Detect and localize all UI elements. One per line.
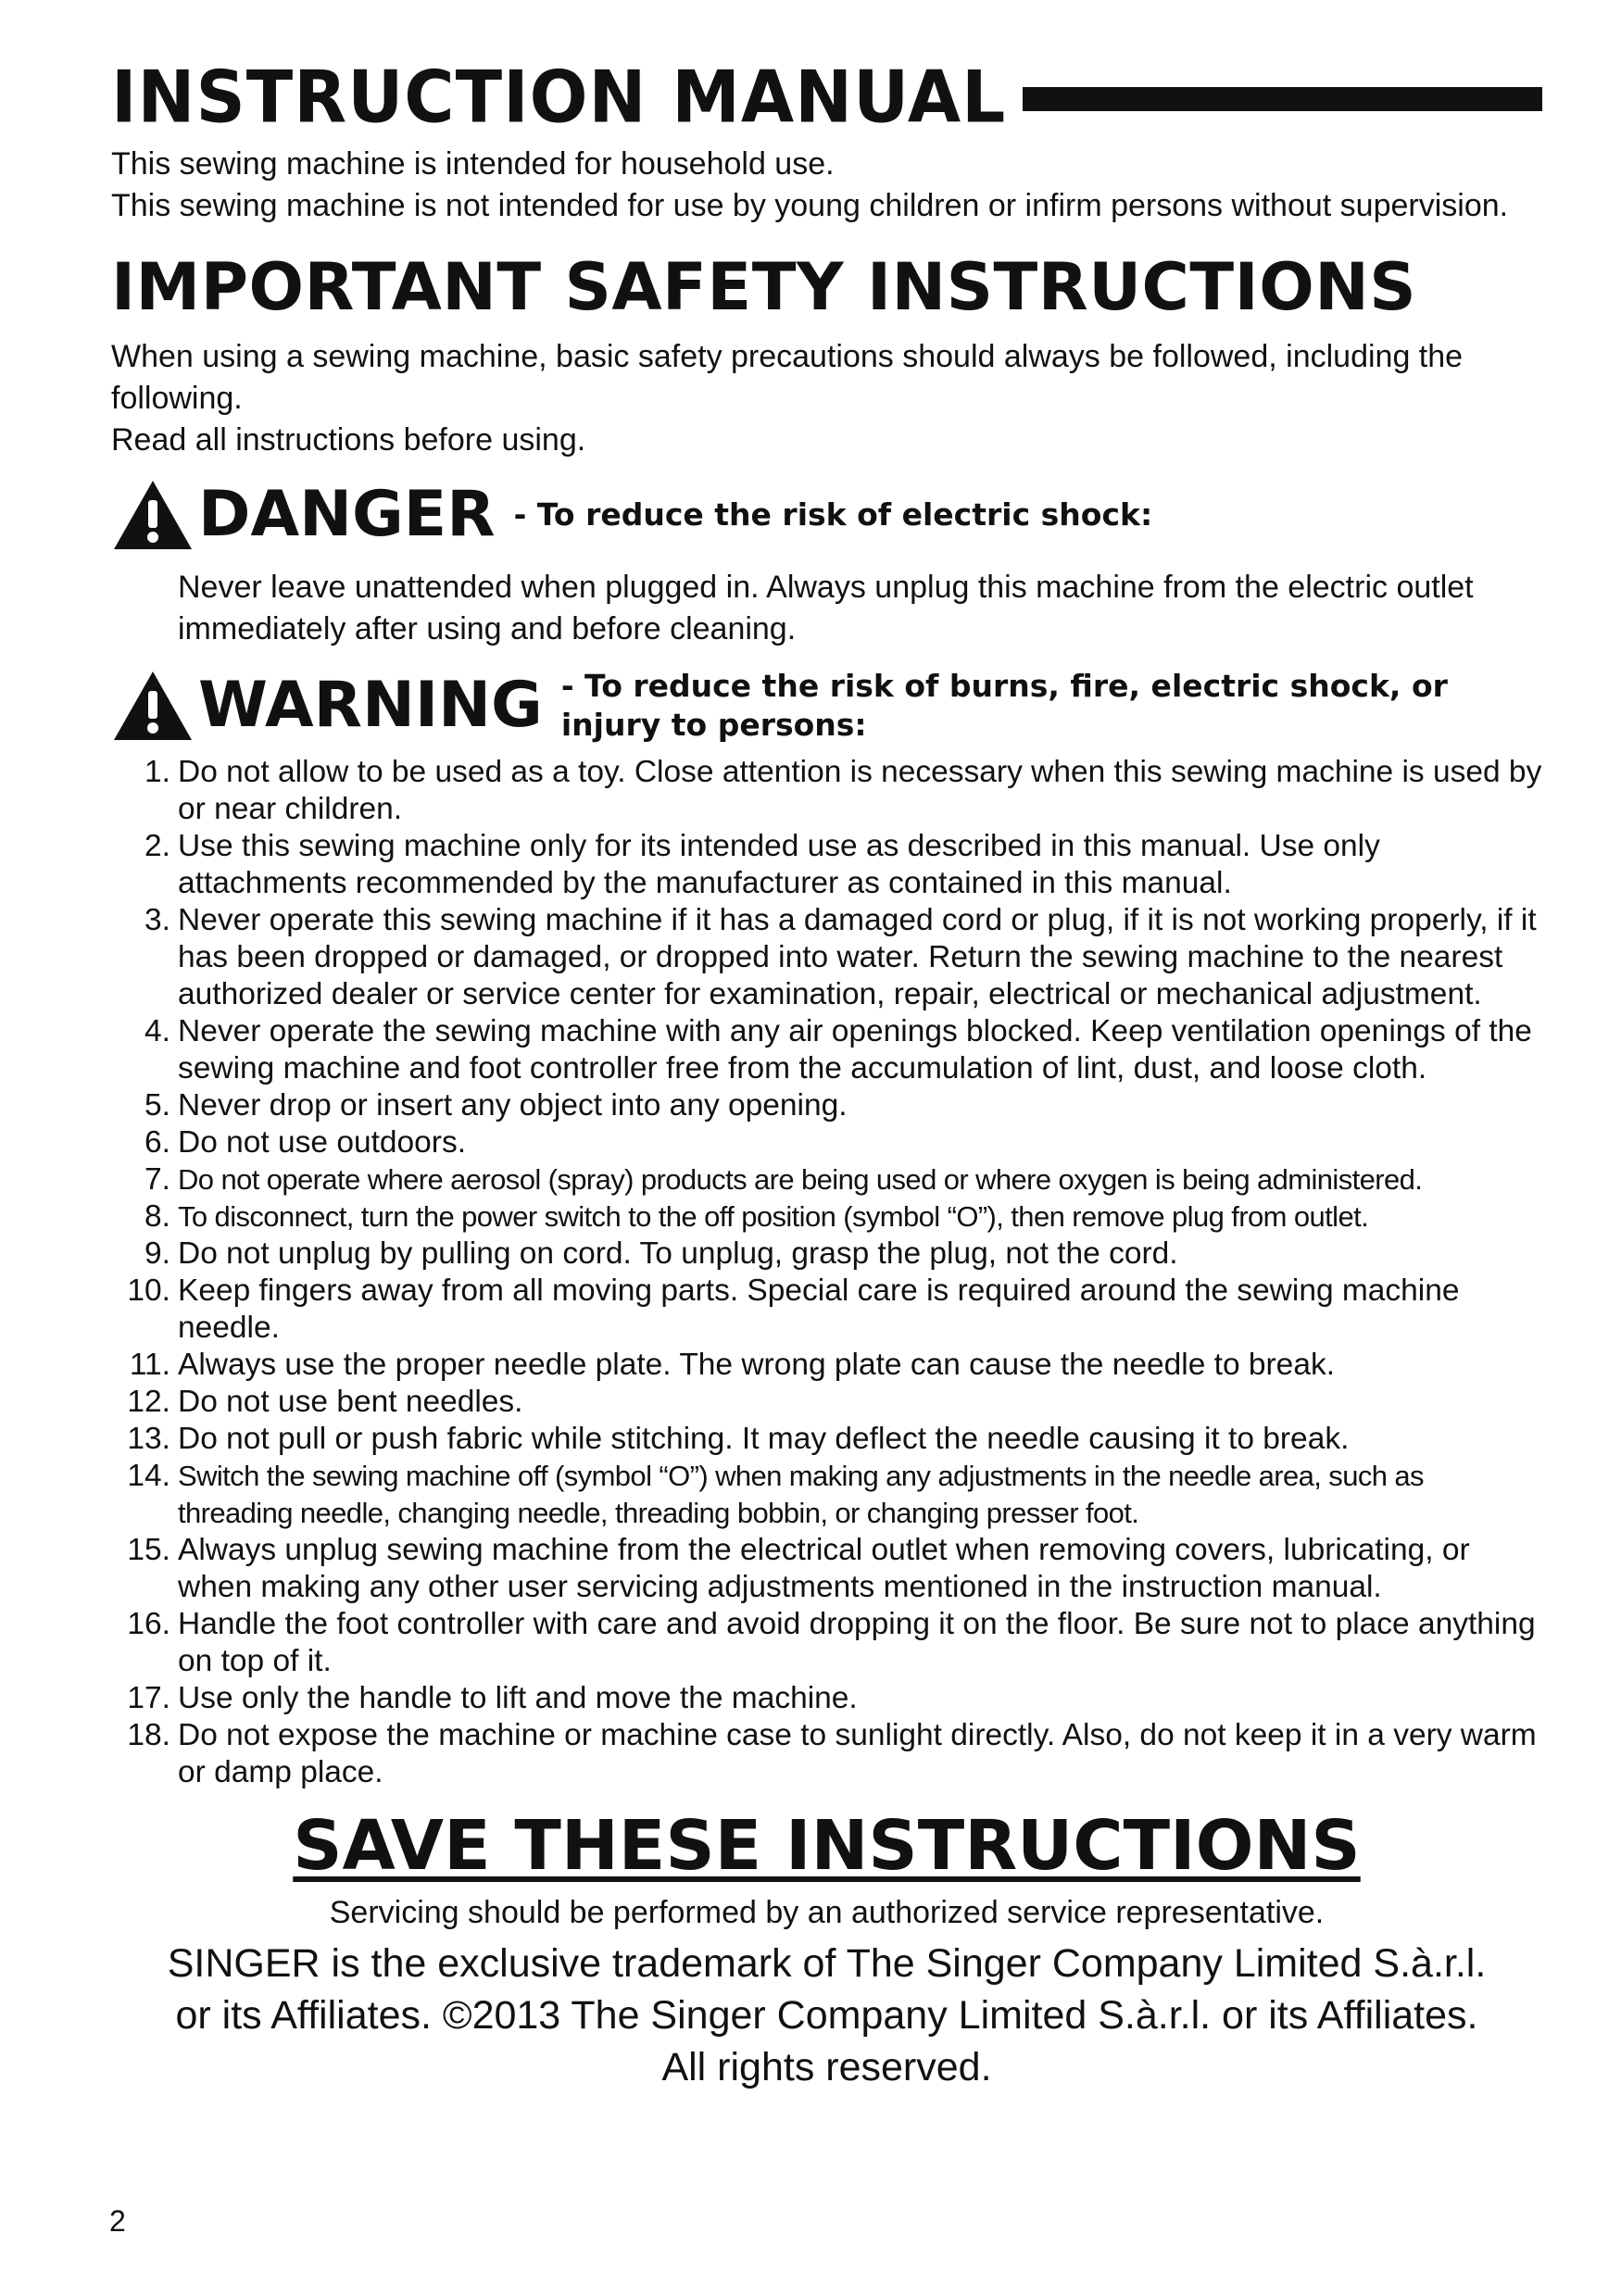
safety-read-note: Read all instructions before using. <box>111 422 586 458</box>
intro-line-2: This sewing machine is not intended for use by young children or infirm persons without supervision. <box>111 188 1509 223</box>
safety-heading: IMPORTANT SAFETY INSTRUCTIONS <box>111 249 1417 325</box>
page-title: INSTRUCTION MANUAL <box>111 55 1007 140</box>
danger-text: Never leave unattended when plugged in. Always unplug this machine from the electric outlet immediately after using and before cleaning. <box>178 570 1474 646</box>
list-item: 8. To disconnect, turn the power switch to the off position (symbol “O”), then remove plug from outlet. <box>145 1199 1369 1234</box>
instruction-manual-header <box>111 51 1542 144</box>
trademark-line-2: or its Affiliates. ©2013 The Singer Company Limited S.à.r.l. or its Affiliates. <box>175 1993 1478 2038</box>
safety-intro: When using a sewing machine, basic safety precautions should always be followed, including the following. <box>111 339 1464 416</box>
warning-heading <box>111 667 1542 745</box>
list-item: 9. Do not unplug by pulling on cord. To unplug, grasp the plug, not the cord. <box>145 1236 1178 1271</box>
list-item: 6. Do not use outdoors. <box>145 1125 467 1160</box>
danger-label: DANGER <box>198 478 496 551</box>
list-item: 10. Keep fingers away from all moving parts. Special care is required around the sewing machine needle. <box>127 1273 1460 1345</box>
trademark-line-1: SINGER is the exclusive trademark of The Singer Company Limited S.à.r.l. <box>167 1941 1487 1986</box>
warning-label: WARNING <box>198 669 543 742</box>
page-number: 2 <box>109 2204 126 2238</box>
list-item: 15. Always unplug sewing machine from the electrical outlet when removing covers, lubricating, or when making any other user servicing adjustments mentioned in the instruction manual. <box>127 1533 1470 1604</box>
save-instructions-heading: SAVE THESE INSTRUCTIONS <box>293 1806 1361 1886</box>
list-item: 11. Always use the proper needle plate. The wrong plate can cause the needle to break. <box>129 1348 1336 1382</box>
warning-subtitle: - To reduce the risk of burns, fire, electric shock, or injury to persons: <box>560 668 1448 743</box>
intro-line-1: This sewing machine is intended for household use. <box>111 146 835 182</box>
list-item: 5. Never drop or insert any object into any opening. <box>145 1088 848 1123</box>
list-item: 2. Use this sewing machine only for its intended use as described in this manual. Use only attachments recommended by the manufacturer as contained in this manual. <box>145 829 1380 900</box>
list-item: 7. Do not operate where aerosol (spray) products are being used or where oxygen is being administered. <box>145 1162 1423 1197</box>
warning-triangle-icon <box>111 478 195 552</box>
safety-rules-list <box>111 754 1542 1791</box>
list-item: 14. Switch the sewing machine off (symbol “O”) when making any adjustments in the needle area, such as threading needle, changing needle, threading bobbin, or changing presser foot. <box>127 1459 1424 1529</box>
list-item: 16. Handle the foot controller with care and avoid dropping it on the floor. Be sure not to place anything on top of it. <box>127 1607 1536 1678</box>
danger-heading <box>111 478 1542 552</box>
list-item: 4. Never operate the sewing machine with any air openings blocked. Keep ventilation openings of the sewing machine and foot controller free from the accumulation of lint, dust, and loose cloth. <box>145 1014 1532 1085</box>
list-item: 18. Do not expose the machine or machine case to sunlight directly. Also, do not keep it in a very warm or damp place. <box>127 1718 1537 1789</box>
list-item: 3. Never operate this sewing machine if it has a damaged cord or plug, if it is not working properly, if it has been dropped or damaged, or dropped into water. Return the sewing machine to the nearest authorized dealer or service center for examination, repair, electrical or mechanical adjustment. <box>145 903 1537 1011</box>
service-note: Servicing should be performed by an authorized service representative. <box>329 1895 1325 1930</box>
title-rule <box>1023 87 1542 111</box>
warning-triangle-icon <box>111 669 195 743</box>
list-item: 13. Do not pull or push fabric while stitching. It may deflect the needle causing it to break. <box>127 1422 1350 1456</box>
list-item: 1. Do not allow to be used as a toy. Close attention is necessary when this sewing machine is used by or near children. <box>145 755 1542 826</box>
danger-subtitle: - To reduce the risk of electric shock: <box>513 496 1153 533</box>
trademark-line-3: All rights reserved. <box>661 2045 992 2089</box>
list-item: 12. Do not use bent needles. <box>127 1385 523 1419</box>
list-item: 17. Use only the handle to lift and move the machine. <box>127 1681 858 1715</box>
manual-page <box>111 51 1542 2093</box>
